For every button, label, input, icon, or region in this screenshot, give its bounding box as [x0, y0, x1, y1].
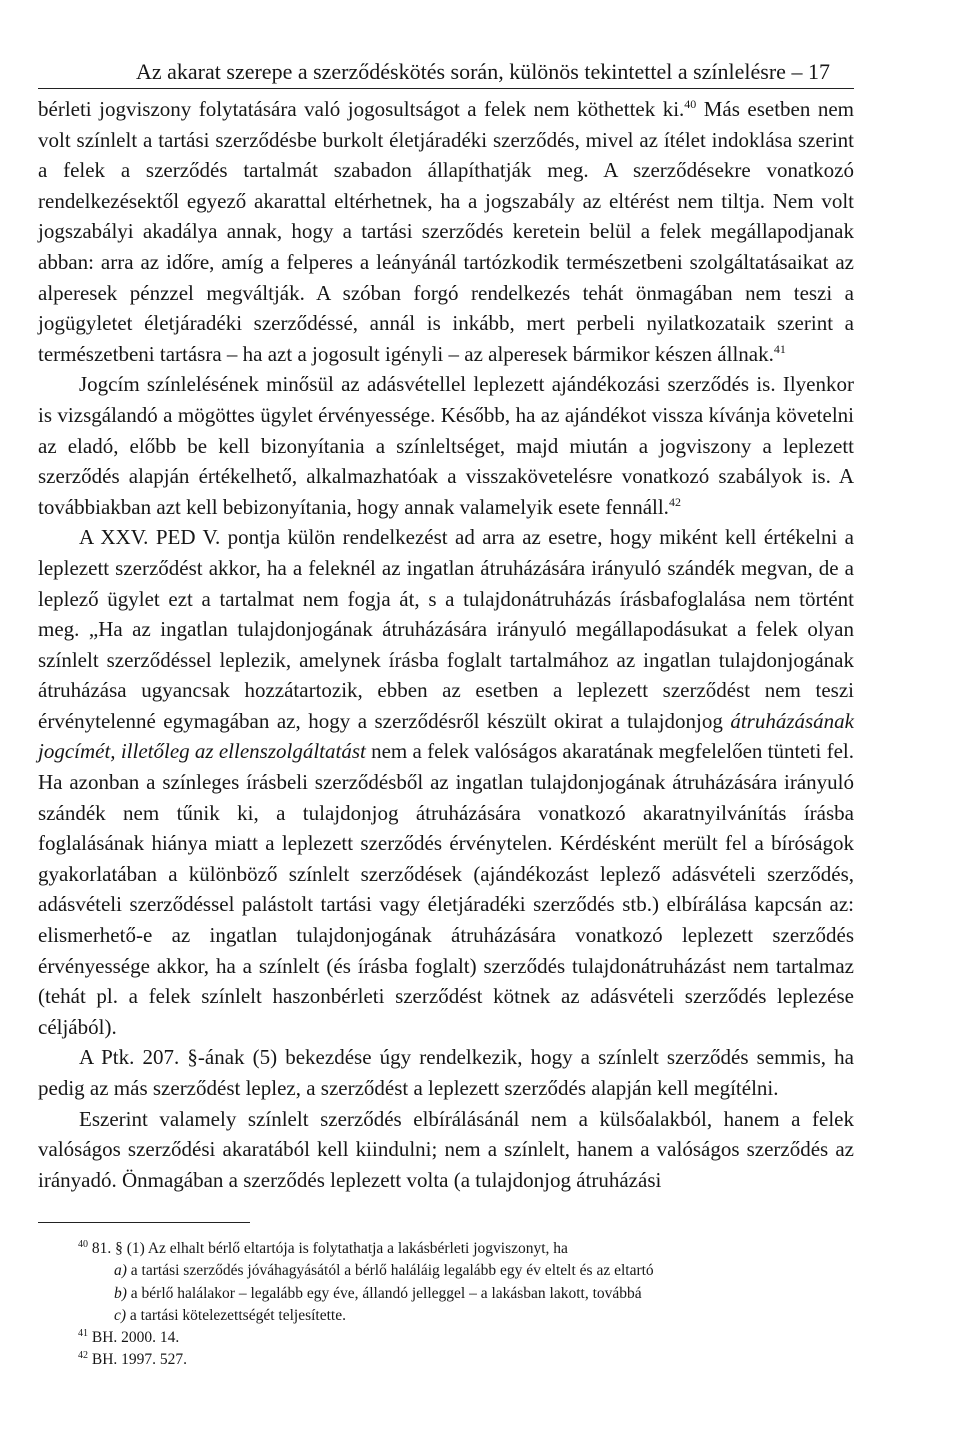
footnote-number: 41: [78, 1328, 88, 1340]
running-head: Az akarat szerepe a szerződéskötés során, különös tekintettel a színlelésre – 17: [136, 59, 830, 84]
footnote-subitem: [78, 1283, 798, 1305]
paragraph-text: átruházásának jogcímét, illetőleg az ellenszolgáltatást: [38, 708, 854, 764]
body-paragraph: [38, 94, 854, 369]
footnote-ref: 40: [684, 97, 697, 111]
footnote-text: a bérlő halálakor – legalább egy éve, állandó jelleggel – a lakásban lakott, továbbá: [126, 1284, 642, 1302]
body-paragraph: [38, 522, 854, 1042]
footnote: [78, 1238, 798, 1260]
footnote-subitem: [78, 1260, 798, 1282]
footnote: [78, 1327, 798, 1349]
footnotes: [78, 1238, 798, 1372]
footnote-ref: 42: [668, 494, 681, 509]
footnote: [78, 1349, 798, 1371]
footnote-text: a tartási szerződés jóváhagyásától a bérlő haláláig legalább egy év eltelt és az eltartó: [126, 1262, 654, 1280]
body-paragraph: [38, 1042, 854, 1103]
paragraph-text: bérleti jogviszony folytatására való jogosultságot a felek nem köthettek ki.: [38, 97, 685, 121]
footnote-text: a tartási kötelezettségét teljesítette.: [126, 1306, 346, 1324]
footnote-text: BH. 2000. 14.: [88, 1329, 180, 1347]
body-text: [38, 94, 854, 1195]
footnote-text: BH. 1997. 527.: [88, 1351, 188, 1369]
footnote-number: 42: [78, 1350, 88, 1362]
footnote-subitem: [78, 1305, 798, 1327]
paragraph-text: A XXV. PED V. pontja külön rendelkezést ad arra az esetre, hogy miként kell értékelni a leplezett szerződést akkor, ha a feleknél az ingatlan átruházására irányuló szándék megvan, de a leplező ügylet ezt a tartalmat nem fogja át, s a tulajdonátruházás írásbafoglalása nem történt meg. „Ha az ingatlan tulajdonjogának átruházására irányuló megállapodásukat a felek olyan színlelt szerződéssel leplezik, amelynek írásba foglalt tartalmához az ingatlan tulajdonjogának átruházása ugyancsak hozzátartozik, ebben az esetben a leplezett szerződést nem teszi érvénytelenné egymagában az, hogy a szerződésről készült okirat a tulajdonjog: [38, 525, 854, 733]
footnote-ref: 41: [773, 341, 786, 356]
footnote-rule: [38, 1222, 250, 1223]
body-paragraph: [38, 1104, 854, 1196]
paragraph-text: A Ptk. 207. §-ának (5) bekezdése úgy rendelkezik, hogy a színlelt szerződés semmis, ha pedig az más szerződést leplez, a szerződést a leplezett szerződés alapján kell megítélni.: [38, 1045, 854, 1100]
header-rule: [38, 88, 854, 89]
paragraph-text: Más esetben nem volt színlelt a tartási szerződésbe burkolt életjáradéki szerződés, mivel az ítélet indoklása szerint a felek a szerződés tartalmát szabadon állapíthatják meg. A szerződésekre vonatkozó rendelkezésektől egyező akarattal eltérhetnek, ha a jogszabály az eltérést nem tiltja. Nem volt jogszabályi akadálya annak, hogy a tartási szerződés keretein belül a felek megállapodjanak abban: arra az időre, amíg a felperes a leányánál tartózkodik természetbeni szolgáltatásaikat az alperesek pénzzel megváltják. A szóban forgó rendelkezés tehát önmagában nem teszi a jogügyletet életjáradéki szerződéssé, annál is inkább, mert perbeli nyilatkozataik szerint a természetbeni tartásra – ha azt a jogosult igényli – az alperesek bármikor készen állnak.: [38, 97, 854, 366]
footnote-subitem-label: b): [114, 1284, 127, 1302]
footnote-subitem-label: c): [114, 1306, 127, 1324]
body-paragraph: [38, 369, 854, 522]
paragraph-text: Jogcím színlelésének minősül az adásvétellel leplezett ajándékozási szerződés is. Ilyenkor is vizsgálandó a mögöttes ügylet érvényessége. Később, ha az ajándékot vissza kívánja követelni az eladó, előbb be kell bizonyítania a színleltséget, majd miután a jogviszony a leplezett szerződés alapján értékelhető, alkalmazhatóak a visszakövetelésre vonatkozó szabályok is. A továbbiakban azt kell bebizonyítania, hogy annak valamelyik esete fennáll.: [38, 372, 854, 519]
footnote-subitem-label: a): [114, 1262, 127, 1280]
paragraph-text: nem a felek valóságos akaratának megfelelően tünteti fel. Ha azonban a színleges írásbeli szerződésből az ingatlan tulajdonjogának átruházására irányuló szándék nem tűnik ki, a tulajdonjog átruházására vonatkozó akaratnyilvánítás írásba foglalásának hiánya miatt a leplezett szerződés érvénytelen. Kérdésként merült fel a bíróságok gyakorlatában a különböző színlelt szerződések (ajándékozást leplező adásvételi szerződés, adásvételi szerződéssel palástolt tartási vagy életjáradéki szerződés stb.) elbírálása kapcsán az: elismerhető-e az ingatlan tulajdonjogának átruházására vonatkozó leplezett szerződés érvényessége akkor, ha a színlelt (és írásba foglalt) szerződés tulajdonátruházást nem tartalmaz (tehát pl. a felek színlelt haszonbérleti szerződést kötnek az adásvételi szerződés leplezése céljából).: [38, 739, 854, 1039]
footnote-number: 40: [78, 1239, 88, 1250]
paragraph-text: Eszerint valamely színlelt szerződés elbírálásánál nem a külsőalakból, hanem a felek valóságos szerződési akaratából kell kiindulni; nem a színlelt, hanem a valóságos szerződés az irányadó. Önmagában a szerződés leplezett volta (a tulajdonjog átruházási: [38, 1106, 854, 1192]
footnote-text: 81. § (1) Az elhalt bérlő eltartója is folytathatja a lakásbérleti jogviszonyt, ha: [88, 1240, 568, 1257]
